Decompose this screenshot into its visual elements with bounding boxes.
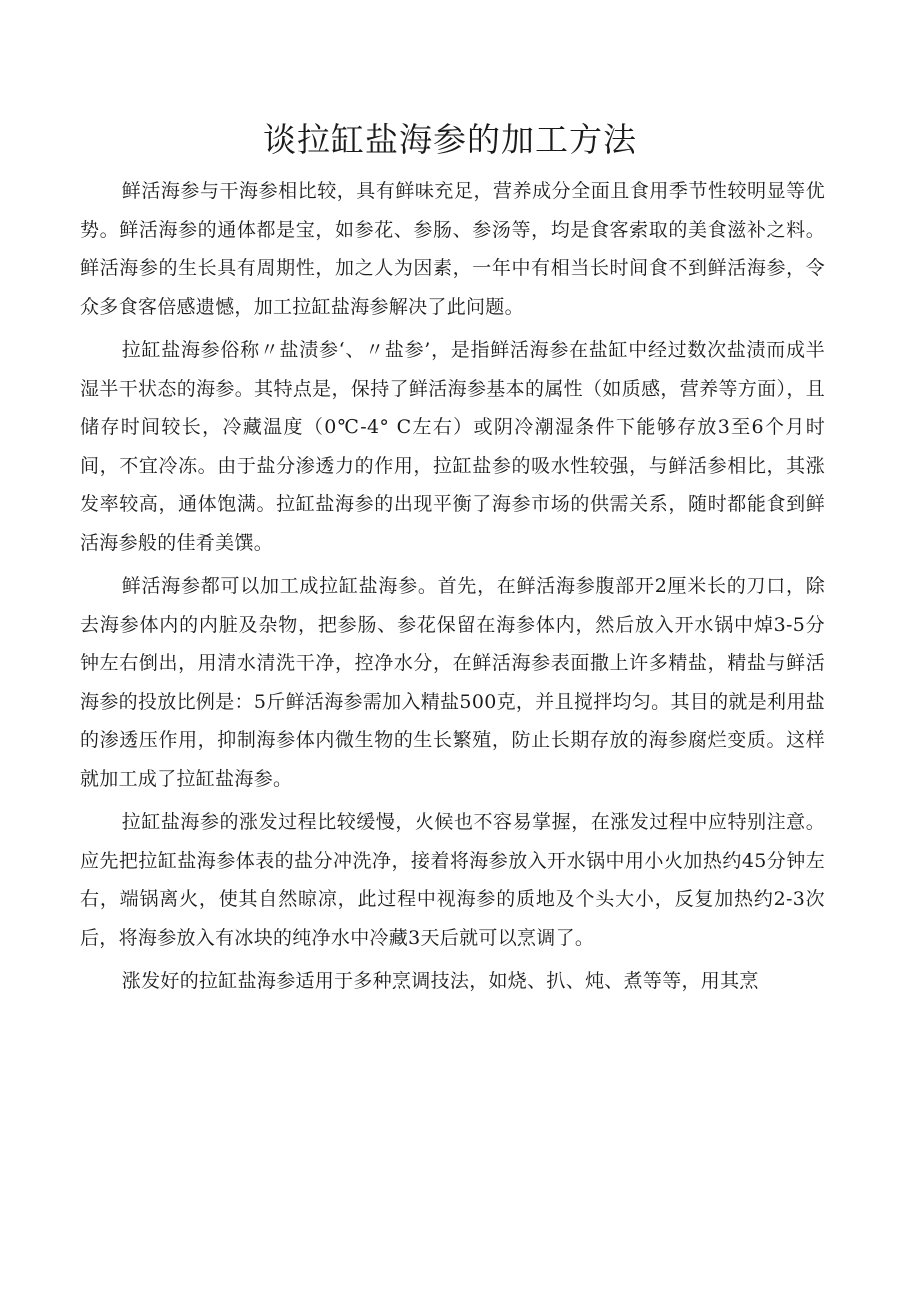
document-title: 谈拉缸盐海参的加工方法 xyxy=(263,120,637,159)
paragraph-5: 涨发好的拉缸盐海参适用于多种烹调技法，如烧、扒、炖、煮等等，用其烹 xyxy=(121,970,759,992)
document-body xyxy=(80,172,825,1006)
paragraph-4: 拉缸盐海参的涨发过程比较缓慢，火候也不容易掌握，在涨发过程中应特别注意。应先把拉缸盐海参体表的盐分冲洗净，接着将海参放入开水锅中用小火加热约45分钟左右，端锅离火，使其自然晾凉，此过程中视海参的质地及个头大小，反复加热约2-3次后，将海参放入有冰块的纯净水中冷藏3天后就可以烹调了。 xyxy=(80,811,825,949)
paragraph-1: 鲜活海参与干海参相比较，具有鲜味充足，营养成分全面且食用季节性较明显等优势。鲜活海参的通体都是宝，如参花、参肠、参汤等，均是食客索取的美食滋补之料。鲜活海参的生长具有周期性，加之人为因素，一年中有相当长时间食不到鲜活海参，令众多食客倍感遗憾，加工拉缸盐海参解决了此问题。 xyxy=(80,180,825,318)
paragraph-3: 鲜活海参都可以加工成拉缸盐海参。首先，在鲜活海参腹部开2厘米长的刀口，除去海参体内的内脏及杂物，把参肠、参花保留在海参体内，然后放入开水锅中焯3-5分钟左右倒出，用清水清洗干净，控净水分，在鲜活海参表面撒上许多精盐，精盐与鲜活海参的投放比例是：5斤鲜活海参需加入精盐500克，并且搅拌均匀。其目的就是利用盐的渗透压作用，抑制海参体内微生物的生长繁殖，防止长期存放的海参腐烂变质。这样就加工成了拉缸盐海参。 xyxy=(80,575,825,790)
paragraph-2: 拉缸盐海参俗称〃盐渍参‘、〃盐参’，是指鲜活海参在盐缸中经过数次盐渍而成半湿半干状态的海参。其特点是，保持了鲜活海参基本的属性（如质感，营养等方面），且储存时间较长，冷藏温度（0℃-4° C左右）或阴冷潮湿条件下能够存放3至6个月时间，不宜冷冻。由于盐分渗透力的作用，拉缸盐参的吸水性较强，与鲜活参相比，其涨发率较高，通体饱满。拉缸盐海参的出现平衡了海参市场的供需关系，随时都能食到鲜活海参般的佳肴美馔。 xyxy=(80,339,825,554)
